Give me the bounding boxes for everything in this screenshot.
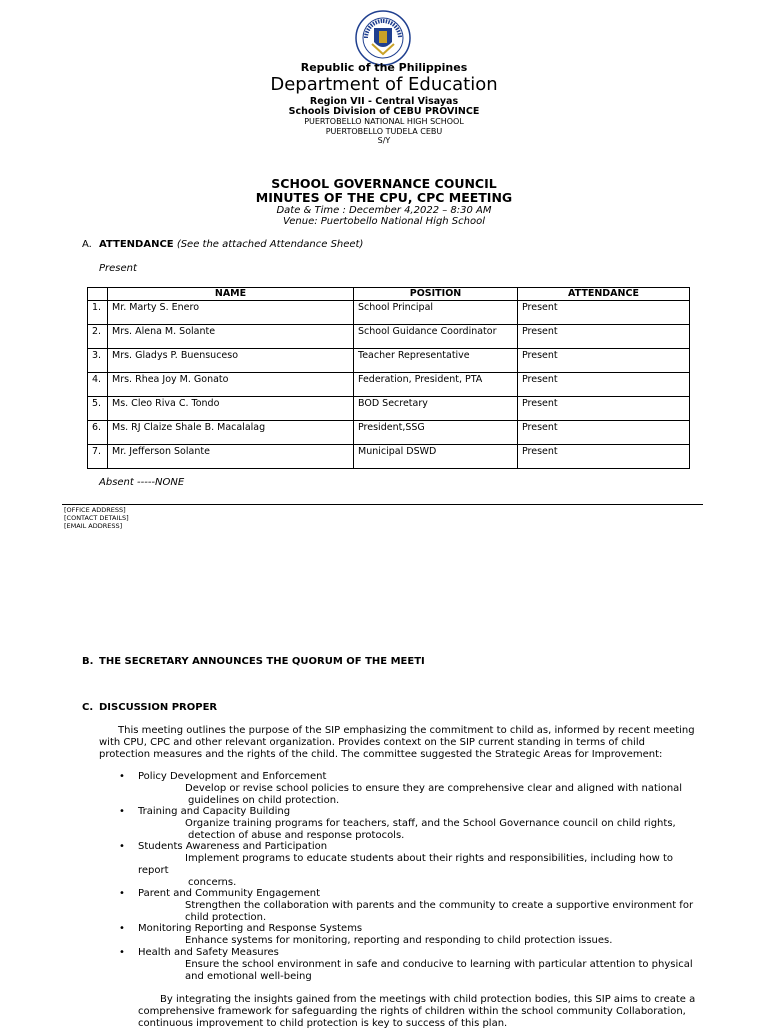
attendance-note: (See the attached Attendance Sheet) xyxy=(176,239,364,250)
member-status: Present xyxy=(518,397,690,421)
member-name: Mr. Jefferson Solante xyxy=(108,445,354,469)
office-address: [OFFICE ADDRESS] xyxy=(64,506,126,514)
member-status: Present xyxy=(518,325,690,349)
member-name: Mrs. Alena M. Solante xyxy=(108,325,354,349)
row-number: 6. xyxy=(88,421,108,445)
member-position: President,SSG xyxy=(354,421,518,445)
meeting-venue: Venue: Puertobello National High School xyxy=(282,216,486,227)
strategy-title: Health and Safety Measures xyxy=(138,947,279,958)
strategy-detail: Enhance systems for monitoring, reporting and responding to child protection issues. xyxy=(185,935,613,946)
strategy-title: Training and Capacity Building xyxy=(138,806,291,817)
strategy-title: Parent and Community Engagement xyxy=(138,888,321,899)
bullet-icon: • xyxy=(119,888,125,899)
member-position: Teacher Representative xyxy=(354,349,518,373)
table-row xyxy=(88,397,690,421)
council-title: SCHOOL GOVERNANCE COUNCIL xyxy=(271,176,497,191)
school-name: PUERTOBELLO NATIONAL HIGH SCHOOL xyxy=(304,117,464,126)
contact-details: [CONTACT DETAILS] xyxy=(64,514,129,522)
attendance-heading: ATTENDANCE xyxy=(99,239,174,250)
intro-line-3: protection measures and the rights of the child. The committee suggested the Strategic Areas for Improvement: xyxy=(99,749,663,760)
strategy-detail: guidelines on child protection. xyxy=(188,795,340,806)
column-header-number xyxy=(88,288,108,301)
table-row xyxy=(88,373,690,397)
minutes-title: MINUTES OF THE CPU, CPC MEETING xyxy=(255,190,513,205)
strategy-detail: concerns. xyxy=(188,877,237,888)
deped-seal-logo xyxy=(355,10,411,66)
section-c-heading: DISCUSSION PROPER xyxy=(99,702,218,713)
strategy-detail: and emotional well-being xyxy=(185,971,312,982)
member-name: Mr. Marty S. Enero xyxy=(108,301,354,325)
division-line: Schools Division of CEBU PROVINCE xyxy=(288,106,480,117)
member-name: Mrs. Gladys P. Buensuceso xyxy=(108,349,354,373)
column-header-name: NAME xyxy=(108,288,354,301)
attendance-table xyxy=(87,287,690,469)
strategy-detail: Ensure the school environment in safe and conducive to learning with particular attention to physical xyxy=(185,959,693,970)
section-c-letter: C. xyxy=(82,702,94,713)
member-status: Present xyxy=(518,445,690,469)
table-row xyxy=(88,445,690,469)
member-name: Ms. RJ Claize Shale B. Macalalag xyxy=(108,421,354,445)
department-title: Department of Education xyxy=(270,74,498,95)
school-address: PUERTOBELLO TUDELA CEBU xyxy=(325,127,443,136)
member-name: Ms. Cleo Riva C. Tondo xyxy=(108,397,354,421)
row-number: 3. xyxy=(88,349,108,373)
strategy-detail: Develop or revise school policies to ensure they are comprehensive clear and aligned with national xyxy=(185,783,683,794)
bullet-icon: • xyxy=(119,806,125,817)
strategy-detail: report xyxy=(138,865,169,876)
member-status: Present xyxy=(518,373,690,397)
strategy-title: Monitoring Reporting and Response Systems xyxy=(138,923,363,934)
table-row xyxy=(88,325,690,349)
closing-line-2: comprehensive framework for safeguarding the rights of children within the school community Collaboration, xyxy=(138,1006,686,1017)
section-b-heading: THE SECRETARY ANNOUNCES THE QUORUM OF THE MEETI xyxy=(99,656,425,667)
table-header-row xyxy=(88,288,690,301)
row-number: 4. xyxy=(88,373,108,397)
section-b-letter: B. xyxy=(82,656,94,667)
row-number: 1. xyxy=(88,301,108,325)
closing-line-1: By integrating the insights gained from the meetings with child protection bodies, this SIP aims to create a xyxy=(160,994,696,1005)
column-header-position: POSITION xyxy=(354,288,518,301)
member-status: Present xyxy=(518,421,690,445)
absent-line: Absent -----NONE xyxy=(99,477,185,488)
strategy-detail: child protection. xyxy=(185,912,267,923)
column-header-attendance: ATTENDANCE xyxy=(518,288,690,301)
member-status: Present xyxy=(518,301,690,325)
row-number: 7. xyxy=(88,445,108,469)
member-position: Municipal DSWD xyxy=(354,445,518,469)
member-position: School Principal xyxy=(354,301,518,325)
strategy-detail: detection of abuse and response protocols. xyxy=(188,830,405,841)
strategy-title: Students Awareness and Participation xyxy=(138,841,328,852)
strategy-detail: Implement programs to educate students about their rights and responsibilities, including how to xyxy=(185,853,674,864)
section-a-letter: A. xyxy=(82,239,92,250)
bullet-icon: • xyxy=(119,923,125,934)
republic-line: Republic of the Philippines xyxy=(300,61,468,74)
strategy-title: Policy Development and Enforcement xyxy=(138,771,327,782)
intro-line-1: This meeting outlines the purpose of the SIP emphasizing the commitment to child as, informed by recent meeting xyxy=(118,725,695,736)
footer-divider xyxy=(62,504,703,505)
member-position: Federation, President, PTA xyxy=(354,373,518,397)
bullet-icon: • xyxy=(119,841,125,852)
table-row xyxy=(88,349,690,373)
section-a-heading xyxy=(99,239,363,250)
member-status: Present xyxy=(518,349,690,373)
bullet-icon: • xyxy=(119,771,125,782)
intro-line-2: with CPU, CPC and other relevant organization. Provides context on the SIP current standing in terms of child xyxy=(99,737,645,748)
bullet-icon: • xyxy=(119,947,125,958)
meeting-datetime: Date & Time : December 4,2022 – 8:30 AM xyxy=(276,205,492,216)
closing-line-3: continuous improvement to child protection is key to success of this plan. xyxy=(138,1018,508,1029)
table-row xyxy=(88,421,690,445)
strategy-detail: Strengthen the collaboration with parents and the community to create a supportive environment for xyxy=(185,900,694,911)
row-number: 2. xyxy=(88,325,108,349)
table-row xyxy=(88,301,690,325)
member-name: Mrs. Rhea Joy M. Gonato xyxy=(108,373,354,397)
school-year: S/Y xyxy=(377,136,391,145)
member-position: School Guidance Coordinator xyxy=(354,325,518,349)
row-number: 5. xyxy=(88,397,108,421)
member-position: BOD Secretary xyxy=(354,397,518,421)
strategy-detail: Organize training programs for teachers, staff, and the School Governance council on child rights, xyxy=(185,818,676,829)
present-label: Present xyxy=(99,263,137,274)
region-line: Region VII - Central Visayas xyxy=(309,96,459,107)
email-address: [EMAIL ADDRESS] xyxy=(64,522,123,530)
